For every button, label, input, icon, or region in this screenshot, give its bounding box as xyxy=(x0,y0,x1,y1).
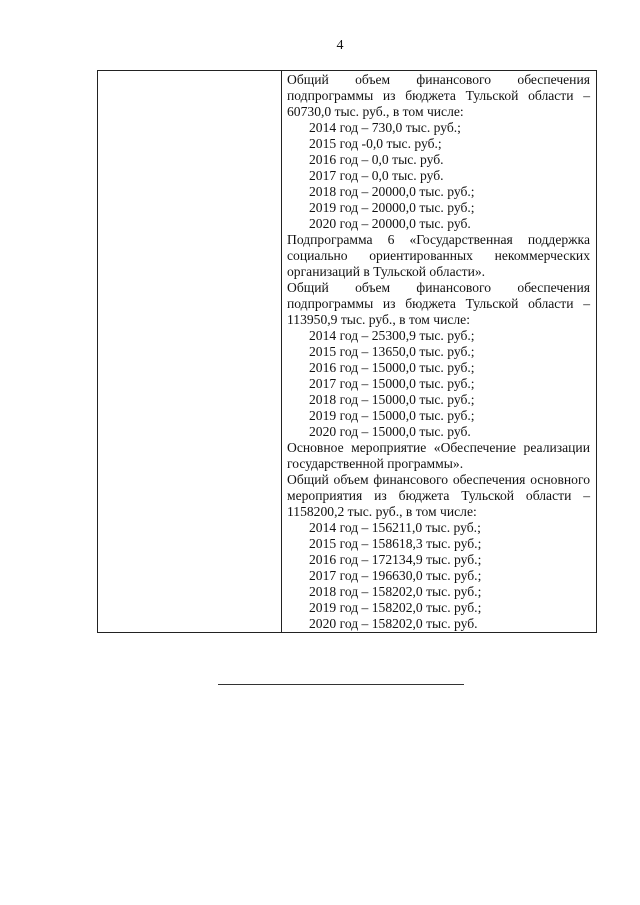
year-funding-line: 2018 год – 158202,0 тыс. руб.; xyxy=(309,584,482,599)
year-funding-line: 2020 год – 15000,0 тыс. руб. xyxy=(309,424,471,439)
left-cell-empty xyxy=(98,71,282,633)
year-funding-line: 2019 год – 20000,0 тыс. руб.; xyxy=(309,200,475,215)
section-paragraph: Подпрограмма 6 «Государственная поддержка социально ориентированных некоммерческих организаций в Тульской области». xyxy=(287,232,590,279)
section-paragraph: Общий объем финансового обеспечения подпрограммы из бюджета Тульской области – 113950,9 тыс. руб., в том числе: xyxy=(287,280,590,327)
year-funding-line: 2016 год – 172134,9 тыс. руб.; xyxy=(309,552,482,567)
year-funding-line: 2019 год – 15000,0 тыс. руб.; xyxy=(309,408,475,423)
section-paragraph: Основное мероприятие «Обеспечение реализации государственной программы». xyxy=(287,440,590,471)
year-funding-line: 2016 год – 15000,0 тыс. руб.; xyxy=(309,360,475,375)
year-funding-line: 2017 год – 15000,0 тыс. руб.; xyxy=(309,376,475,391)
year-funding-line: 2015 год – 13650,0 тыс. руб.; xyxy=(309,344,475,359)
section-paragraph: Общий объем финансового обеспечения основного мероприятия из бюджета Тульской области – 1158200,2 тыс. руб., в том числе: xyxy=(287,472,590,519)
year-funding-line: 2014 год – 25300,9 тыс. руб.; xyxy=(309,328,475,343)
year-funding-line: 2019 год – 158202,0 тыс. руб.; xyxy=(309,600,482,615)
year-funding-line: 2018 год – 20000,0 тыс. руб.; xyxy=(309,184,475,199)
table-row xyxy=(98,71,597,633)
year-funding-line: 2014 год – 730,0 тыс. руб.; xyxy=(309,120,461,135)
section-paragraph: Общий объем финансового обеспечения подпрограммы из бюджета Тульской области – 60730,0 тыс. руб., в том числе: xyxy=(287,72,590,119)
year-funding-line: 2020 год – 158202,0 тыс. руб. xyxy=(309,616,478,631)
year-funding-line: 2018 год – 15000,0 тыс. руб.; xyxy=(309,392,475,407)
year-funding-line: 2017 год – 0,0 тыс. руб. xyxy=(309,168,444,183)
year-funding-line: 2016 год – 0,0 тыс. руб. xyxy=(309,152,444,167)
funding-details xyxy=(287,72,590,632)
year-funding-line: 2014 год – 156211,0 тыс. руб.; xyxy=(309,520,481,535)
funding-table xyxy=(97,70,597,633)
page-number: 4 xyxy=(336,38,344,53)
funding-details-cell xyxy=(282,71,597,633)
year-funding-line: 2020 год – 20000,0 тыс. руб. xyxy=(309,216,471,231)
footer-divider xyxy=(218,684,464,685)
year-funding-line: 2015 год -0,0 тыс. руб.; xyxy=(309,136,442,151)
year-funding-line: 2017 год – 196630,0 тыс. руб.; xyxy=(309,568,482,583)
year-funding-line: 2015 год – 158618,3 тыс. руб.; xyxy=(309,536,482,551)
